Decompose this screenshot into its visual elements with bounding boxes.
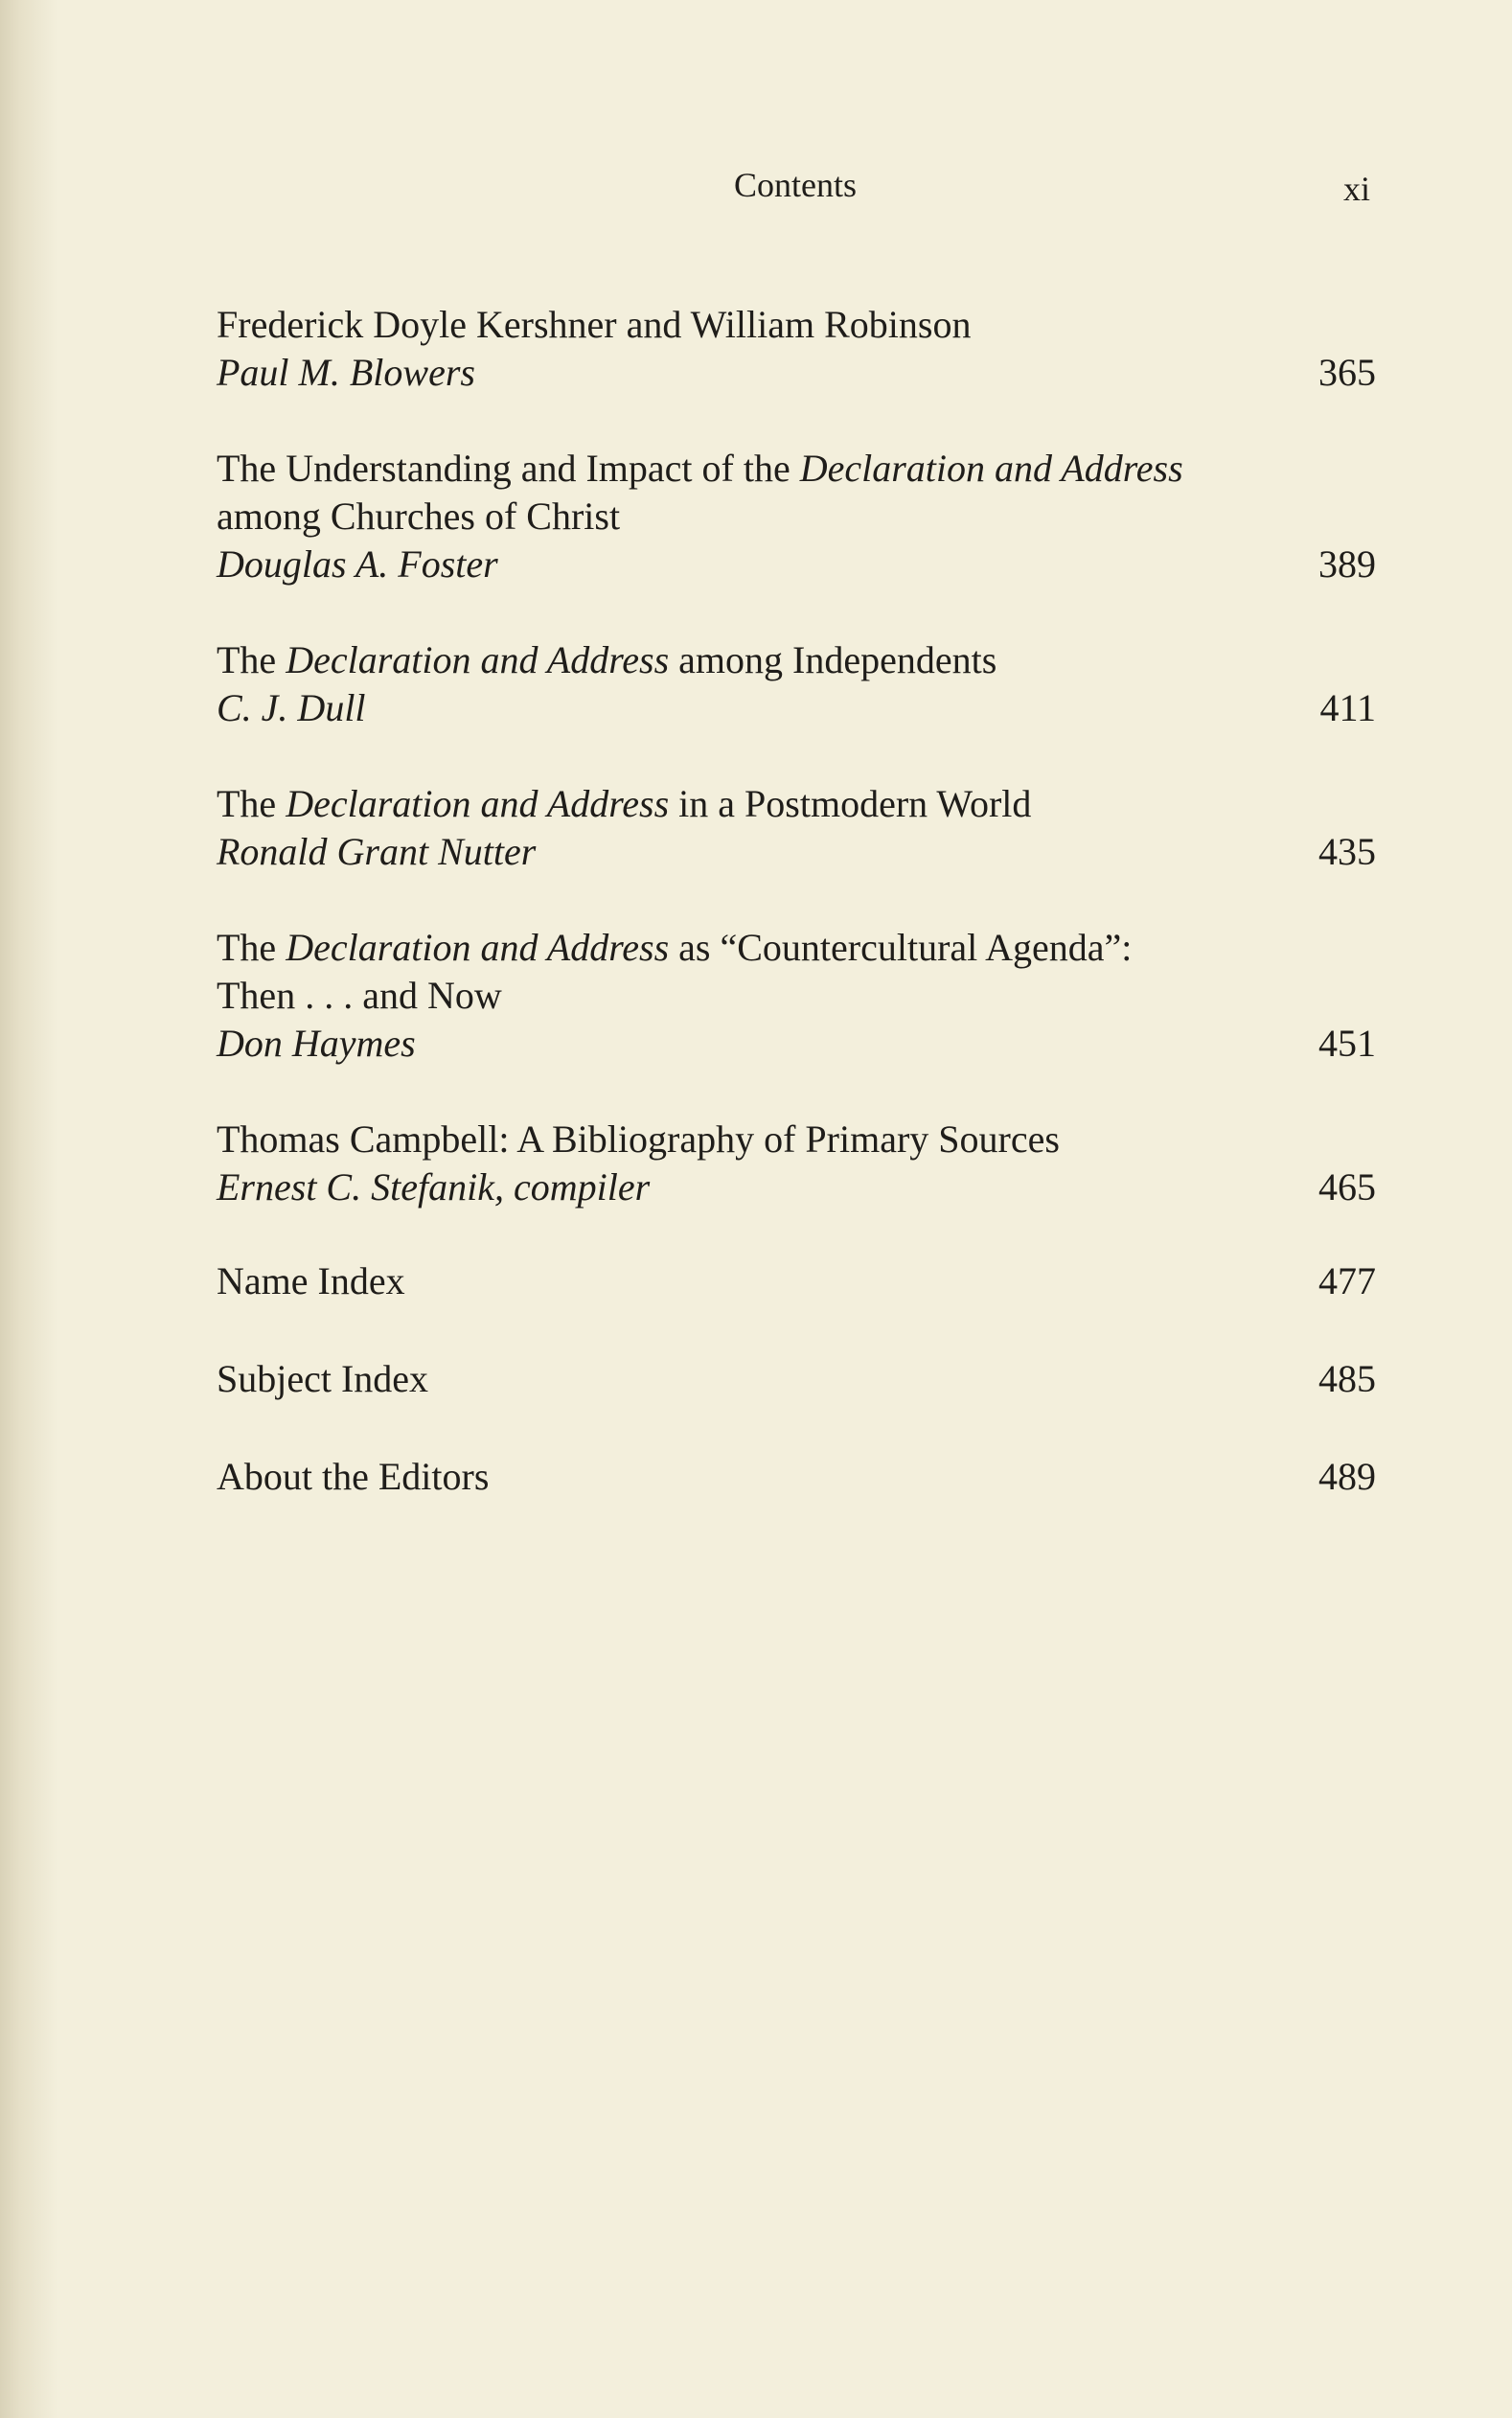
toc-entry-author: Ronald Grant Nutter bbox=[217, 830, 537, 873]
toc-entry bbox=[217, 1116, 1376, 1211]
toc-entry-title-line bbox=[217, 924, 1251, 972]
title-segment: in a Postmodern World bbox=[669, 782, 1032, 825]
page-gutter-shade bbox=[0, 0, 57, 2418]
toc-entry-text bbox=[217, 780, 1251, 876]
title-segment: as “Countercultural Agenda”: bbox=[669, 926, 1133, 969]
toc-entry-author: Ernest C. Stefanik, compiler bbox=[217, 1165, 651, 1209]
title-segment: among Independents bbox=[669, 638, 997, 681]
toc-entry-text bbox=[217, 1257, 1251, 1305]
toc-entry-text bbox=[217, 1116, 1251, 1211]
toc-entry bbox=[217, 1453, 1376, 1501]
toc-entry-title-line bbox=[217, 301, 1251, 349]
italic-title-segment: Declaration and Address bbox=[799, 447, 1183, 490]
title-segment: among Churches of Christ bbox=[217, 495, 621, 538]
toc-entry-title-line bbox=[217, 1116, 1251, 1163]
toc-entry-title-line bbox=[217, 1257, 1251, 1305]
toc-entry-title-line bbox=[217, 1355, 1251, 1403]
toc-entry-title-line bbox=[217, 1453, 1251, 1501]
italic-title-segment: Declaration and Address bbox=[286, 926, 670, 969]
toc-entry-title-line bbox=[217, 972, 1251, 1020]
toc-entry-text bbox=[217, 1355, 1251, 1403]
title-segment: About the Editors bbox=[217, 1455, 490, 1498]
title-segment: The bbox=[217, 638, 286, 681]
toc-entry-author: Don Haymes bbox=[217, 1022, 416, 1065]
toc-entry-page-number: 435 bbox=[1318, 830, 1376, 873]
toc-entry-text bbox=[217, 301, 1251, 397]
toc-entry bbox=[217, 636, 1376, 732]
toc-entry-text bbox=[217, 1453, 1251, 1501]
toc-entry-page-number: 489 bbox=[1318, 1455, 1376, 1498]
toc-entry bbox=[217, 1257, 1376, 1305]
toc-entry bbox=[217, 445, 1376, 588]
toc-entry-text bbox=[217, 636, 1251, 732]
toc-entry-page-number: 411 bbox=[1319, 686, 1376, 729]
italic-title-segment: Declaration and Address bbox=[286, 782, 670, 825]
italic-title-segment: Declaration and Address bbox=[286, 638, 670, 681]
title-segment: Name Index bbox=[217, 1259, 405, 1302]
toc-entry bbox=[217, 924, 1376, 1068]
toc-entry-author: Douglas A. Foster bbox=[217, 542, 498, 586]
toc-entry-page-number: 477 bbox=[1318, 1259, 1376, 1302]
toc-entry-title-line bbox=[217, 780, 1251, 828]
toc-entry-page-number: 465 bbox=[1318, 1165, 1376, 1209]
title-segment: The bbox=[217, 926, 286, 969]
toc-entry-title-line bbox=[217, 493, 1251, 541]
toc-entry-page-number: 389 bbox=[1318, 542, 1376, 586]
title-segment: Subject Index bbox=[217, 1357, 429, 1400]
toc-entry-text bbox=[217, 924, 1251, 1068]
toc-entry-page-number: 451 bbox=[1318, 1022, 1376, 1065]
title-segment: Thomas Campbell: A Bibliography of Primary Sources bbox=[217, 1117, 1060, 1161]
title-segment: Then . . . and Now bbox=[217, 974, 502, 1017]
title-segment: The Understanding and Impact of the bbox=[217, 447, 800, 490]
toc-entry-text bbox=[217, 445, 1251, 588]
toc-entry-title-line bbox=[217, 445, 1251, 493]
toc-entry bbox=[217, 1355, 1376, 1403]
title-segment: The bbox=[217, 782, 286, 825]
toc-entry-author: C. J. Dull bbox=[217, 686, 366, 729]
toc-entry-page-number: 365 bbox=[1318, 351, 1376, 394]
toc-entry-page-number: 485 bbox=[1318, 1357, 1376, 1400]
table-of-contents bbox=[217, 253, 1376, 1501]
title-segment: Frederick Doyle Kershner and William Robinson bbox=[217, 303, 972, 346]
toc-entry-author: Paul M. Blowers bbox=[217, 351, 475, 394]
toc-entry bbox=[217, 301, 1376, 397]
toc-entry bbox=[217, 780, 1376, 876]
running-head: Contents bbox=[733, 166, 857, 204]
toc-entry-title-line bbox=[217, 636, 1251, 684]
page-number: xi bbox=[1342, 170, 1370, 208]
